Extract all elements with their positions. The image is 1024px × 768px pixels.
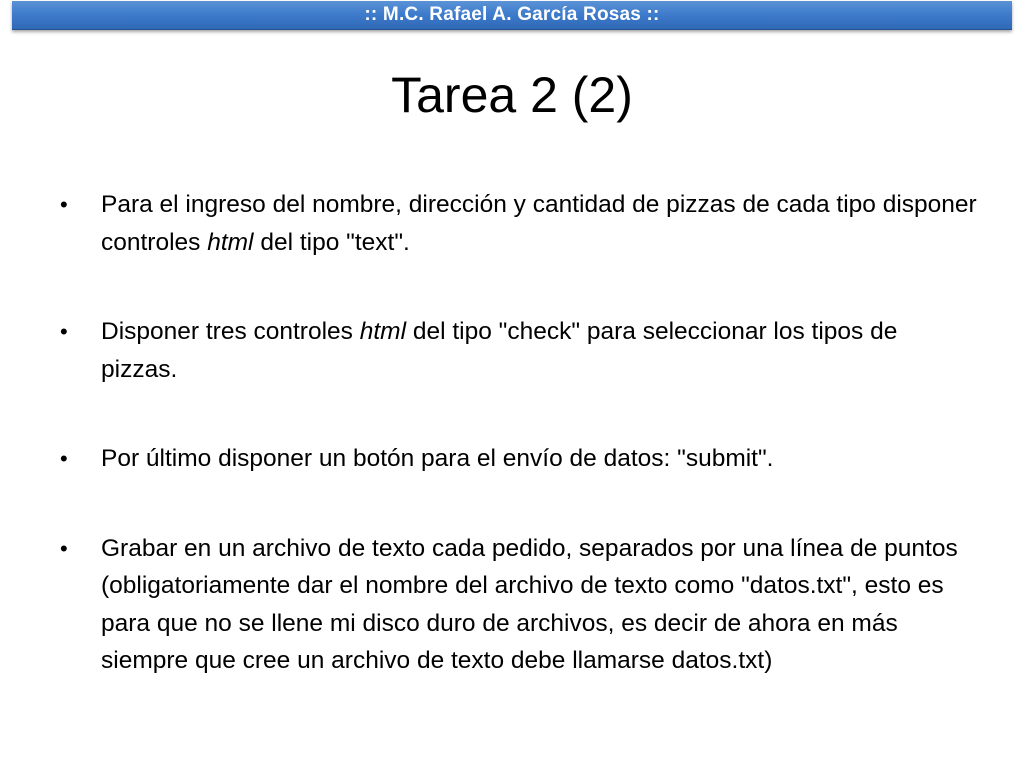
bullet-text-segment: del tipo "text". — [253, 228, 410, 256]
bullet-item — [60, 186, 980, 261]
header-text: :: M.C. Rafael A. García Rosas :: — [364, 4, 660, 25]
bullet-icon: • — [60, 319, 68, 344]
bullet-text — [101, 191, 977, 256]
slide-title: Tarea 2 (2) — [391, 67, 633, 123]
bullet-item — [60, 313, 980, 388]
bullet-text: Por último disponer un botón para el envío de datos: "submit". — [101, 445, 774, 472]
bullet-text — [101, 318, 897, 383]
bullet-list — [60, 186, 980, 680]
bullet-text-segment: Para el ingreso del nombre, dirección y cantidad de pizzas de cada tipo disponer controles — [101, 191, 977, 256]
bullet-icon: • — [60, 192, 68, 217]
bullet-text-segment: del tipo "check" para seleccionar los tipos de pizzas. — [101, 318, 898, 383]
header-bar — [12, 1, 1012, 30]
bullet-text-emphasis: html — [359, 318, 407, 345]
bullet-item — [60, 440, 980, 478]
bullet-text: Grabar en un archivo de texto cada pedido, separados por una línea de puntos (obligatoriamente dar el nombre del archivo de texto como "datos.txt", esto es para que no se llene mi disco duro de archivos, es decir de ahora en más siempre que cree un archivo de texto debe llamarse datos.txt) — [101, 534, 958, 674]
bullet-text-emphasis: html — [207, 228, 254, 256]
bullet-item — [60, 530, 980, 680]
bullet-icon: • — [60, 535, 68, 561]
bullet-icon: • — [60, 446, 68, 471]
bullet-text-segment: Disponer tres controles — [101, 318, 360, 345]
